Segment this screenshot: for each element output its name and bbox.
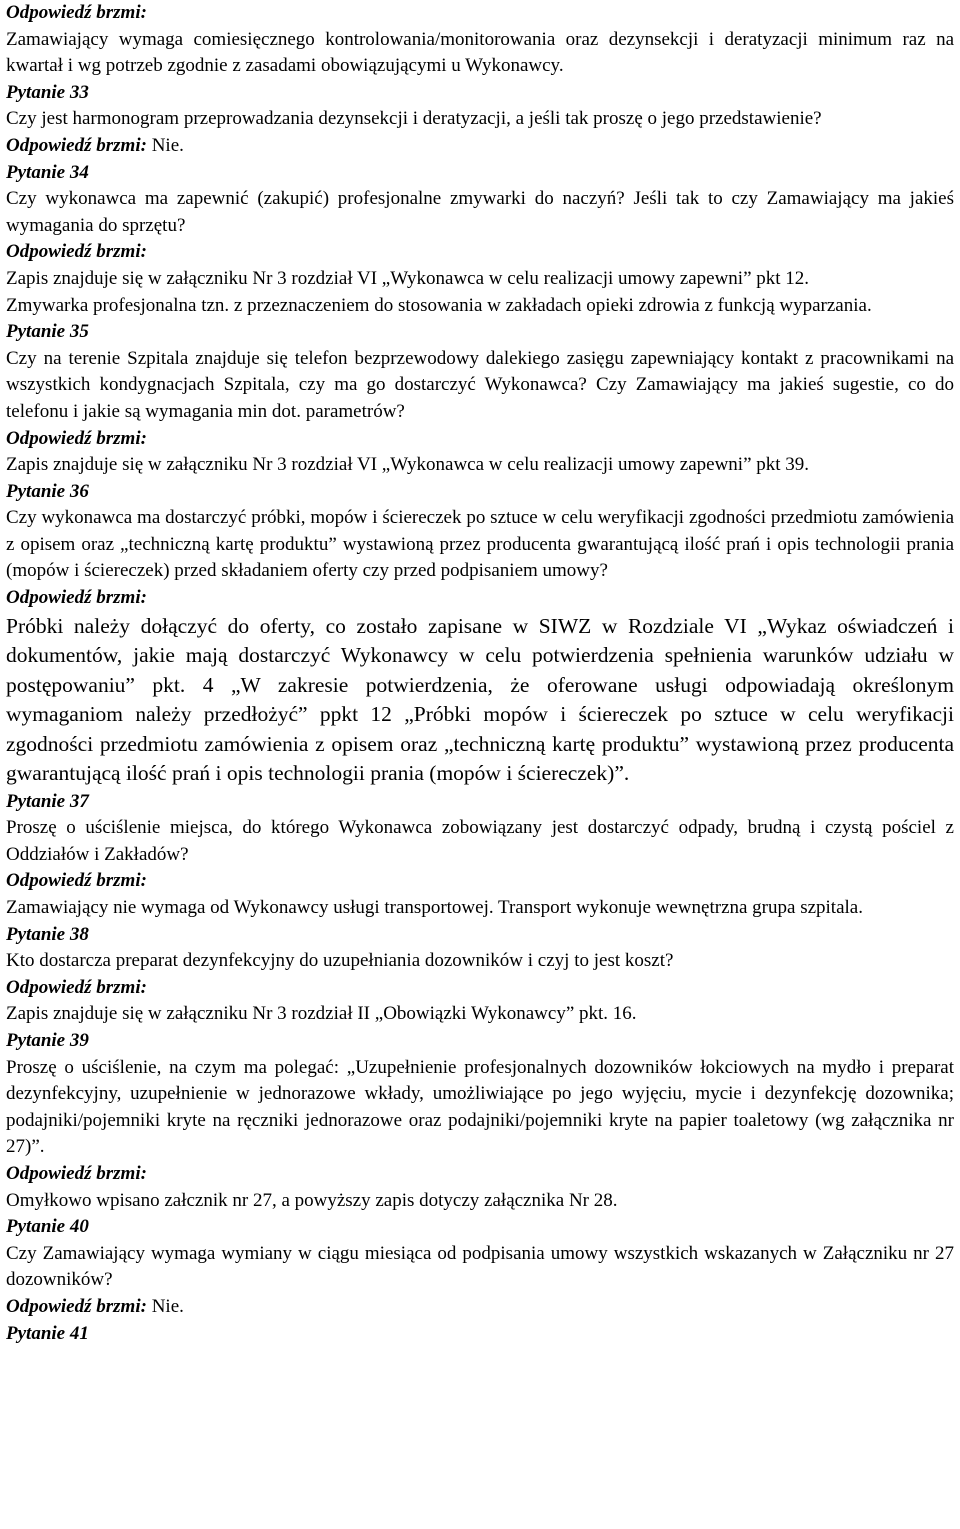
answer-label: Odpowiedź brzmi: [6,587,147,609]
answer-text: Próbki należy dołączyć do oferty, co zostało zapisane w SIWZ w Rozdziale VI „Wykaz oświadczeń i dokumentów, jakie mają dostarczyć Wykonawcy w celu potwierdzenia spełnienia warunków udziału w postępowaniu” pkt. 4 „W zakresie potwierdzenia, że oferowane usługi odpowiadają określonym wymaganiom należy przedłożyć” ppkt 12 „Próbki mopów i ściereczek po sztuce w celu weryfikacji zgodności przedmiotu zamówienia z opisem oraz „techniczną kartę produktu” wystawioną przez producenta gwarantującą ilość prań i opis technologii prania (mopów i ściereczek)”. [6,613,954,786]
answer-label: Odpowiedź brzmi: [6,241,147,263]
answer-label: Odpowiedź brzmi: [6,427,147,449]
answer-label: Odpowiedź brzmi: [6,2,147,23]
answer-text: Zapis znajduje się w załączniku Nr 3 rozdział VI „Wykonawca w celu realizacji umowy zapewni” pkt 39. [6,454,810,476]
answer-text: Zamawiający nie wymaga od Wykonawcy usługi transportowej. Transport wykonuje wewnętrzna grupa szpitala. [6,897,863,919]
question-text: Proszę o uściślenie, na czym ma polegać: „Uzupełnienie profesjonalnych dozowników łokciowych na mydło i preparat dezynfekcyjny, uzupełnienie w jednorazowe wkłady, umożliwiające po jego wyjęciu, mycie i dezynfekcję dozownika; podajniki/pojemniki kryte na ręczniki jednorazowe oraz podajniki/pojemniki kryte na papier toaletowy (wg załącznika nr 27)”. [6,1056,954,1158]
question-text: Czy wykonawca ma dostarczyć próbki, mopów i ściereczek po sztuce w celu weryfikacji zgodności przedmiotu zamówienia z opisem oraz „techniczną kartę produktu” wystawioną przez producenta gwarantującą ilość prań i opis technologii prania (mopów i ściereczek) przed składaniem oferty czy przed podpisaniem umowy? [6,507,954,582]
question-text: Czy Zamawiający wymaga wymiany w ciągu miesiąca od podpisania umowy wszystkich wskazanych w Załączniku nr 27 dozowników? [6,1242,954,1291]
question-label: Pytanie 39 [6,1030,89,1051]
question-label: Pytanie 37 [6,790,89,812]
answer-label: Odpowiedź brzmi: [6,976,147,998]
question-label: Pytanie 40 [6,1216,89,1238]
question-label: Pytanie 34 [6,161,89,183]
question-label: Pytanie 35 [6,321,89,343]
question-text: Czy jest harmonogram przeprowadzania dezynsekcji i deratyzacji, a jeśli tak proszę o jego przedstawienie? [6,108,822,130]
answer-text: Zapis znajduje się w załączniku Nr 3 rozdział VI „Wykonawca w celu realizacji umowy zapewni” pkt 12. [6,267,810,289]
answer-label: Odpowiedź brzmi: [6,870,147,892]
answer-inline: Odpowiedź brzmi: Nie. [6,1295,184,1317]
question-label: Pytanie 41 [6,1322,89,1344]
answer-label: Odpowiedź brzmi: [6,1162,147,1184]
answer-inline: Odpowiedź brzmi: Nie. [6,134,184,156]
question-text: Czy na terenie Szpitala znajduje się telefon bezprzewodowy dalekiego zasięgu zapewniający kontakt z pracownikami na wszystkich kondygnacjach Szpitala, czy ma go dostarczyć Wykonawca? Czy Zamawiający ma jakieś sugestie, co do telefonu i jakie są wymagania min dot. parametrów? [6,347,954,422]
answer-text: Zamawiający wymaga comiesięcznego kontrolowania/monitorowania oraz dezynsekcji i deratyzacji minimum raz na kwartał i wg potrzeb zgodnie z zasadami obowiązującymi u Wykonawcy. [6,28,954,77]
answer-text: Zapis znajduje się w załączniku Nr 3 rozdział II „Obowiązki Wykonawcy” pkt. 16. [6,1003,637,1025]
question-label: Pytanie 36 [6,480,89,502]
answer-text: Omyłkowo wpisano załcznik nr 27, a powyższy zapis dotyczy załącznika Nr 28. [6,1189,618,1211]
question-text: Kto dostarcza preparat dezynfekcyjny do uzupełniania dozowników i czyj to jest koszt? [6,950,674,972]
question-label: Pytanie 38 [6,923,89,945]
question-label: Pytanie 33 [6,81,89,103]
question-text: Czy wykonawca ma zapewnić (zakupić) profesjonalne zmywarki do naczyń? Jeśli tak to czy Zamawiający ma jakieś wymagania do sprzętu? [6,188,954,236]
answer-text: Zmywarka profesjonalna tzn. z przeznaczeniem do stosowania w zakładach opieki zdrowia z funkcją wyparzania. [6,294,872,316]
question-text: Proszę o uściślenie miejsca, do którego Wykonawca zobowiązany jest dostarczyć odpady, brudną i czystą pościel z Oddziałów i Zakładów? [6,817,954,865]
